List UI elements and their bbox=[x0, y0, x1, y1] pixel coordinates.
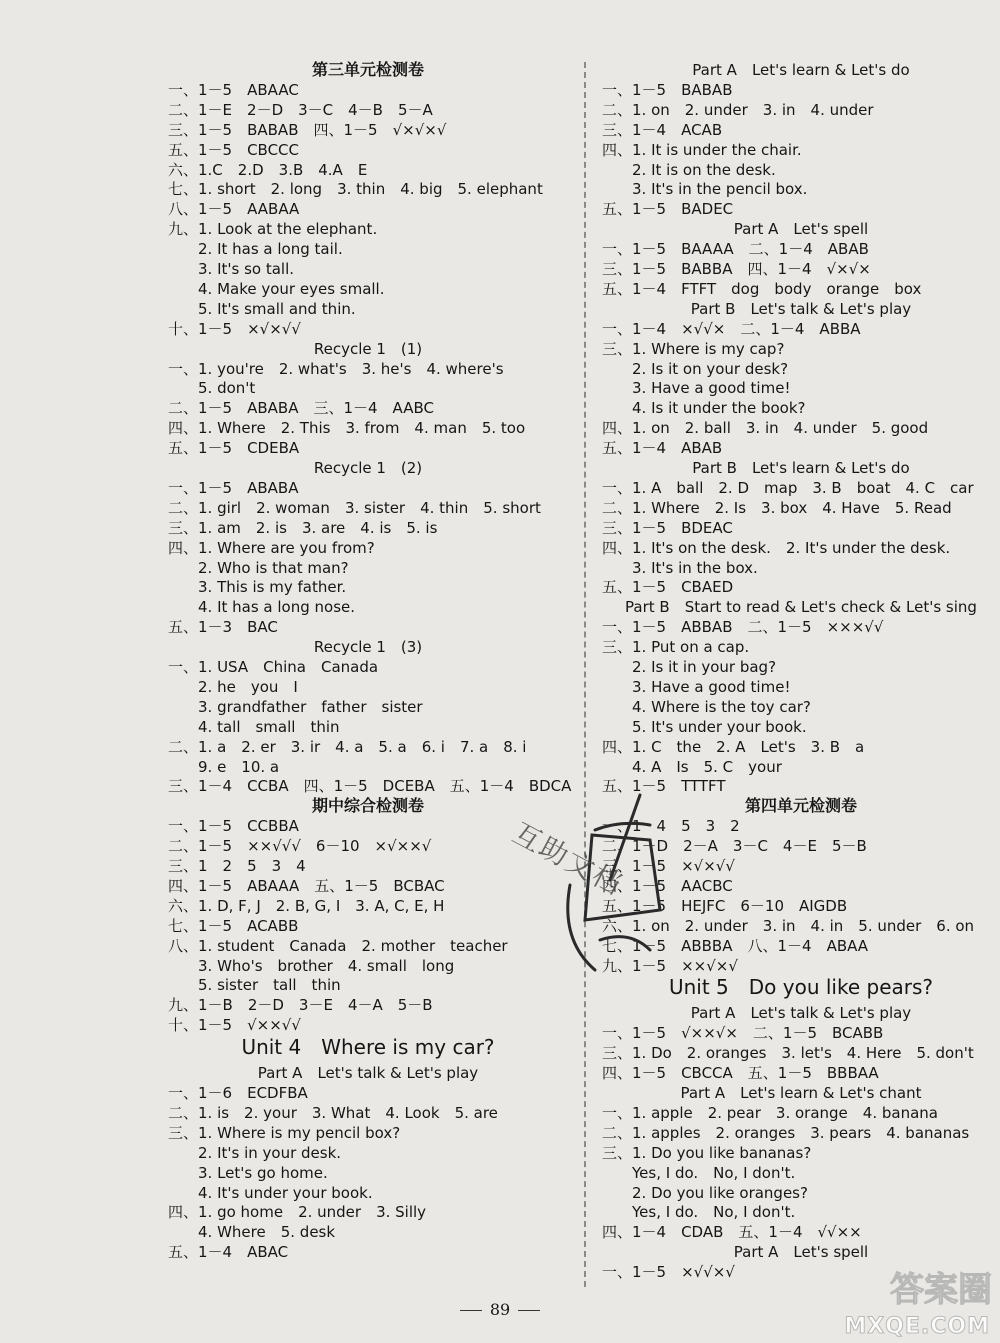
answer-line: 三、1. Put on a cap. bbox=[602, 638, 750, 657]
answer-line: 六、1.C 2.D 3.B 4.A E bbox=[168, 160, 368, 179]
section-heading: Recycle 1 (3) bbox=[313, 638, 423, 657]
answer-line: 2. Do you like oranges? bbox=[602, 1183, 808, 1202]
answer-line: 一、1. apple 2. pear 3. orange 4. banana bbox=[602, 1103, 938, 1122]
answer-line: 5. It's under your book. bbox=[602, 717, 807, 736]
answer-line: 5. sister tall thin bbox=[168, 976, 341, 995]
answer-line: 二、1. a 2. er 3. ir 4. a 5. a 6. i 7. a 8. i bbox=[168, 737, 527, 756]
section-heading: Unit 5 Do you like pears? bbox=[668, 975, 934, 1000]
answer-line: 三、1 2 5 3 4 bbox=[168, 857, 306, 875]
answer-line: 一、1－5 ABABA bbox=[168, 478, 299, 497]
answer-line: 一、1－5 BABAB bbox=[602, 80, 733, 99]
answer-line: 一、1－6 ECDFBA bbox=[168, 1084, 308, 1102]
answer-line: 五、1－4 ABAC bbox=[168, 1243, 289, 1262]
answer-line: 二、1－E 2－D 3－C 4－B 5－A bbox=[168, 100, 433, 119]
section-heading: Part B Let's talk & Let's play bbox=[690, 299, 912, 318]
answer-line: 三、1－5 ×√×√√ bbox=[602, 857, 735, 875]
answer-line: 4. It's under your book. bbox=[168, 1183, 373, 1202]
answer-line: 三、1－5 BABBA 四、1－4 √×√× bbox=[602, 260, 871, 278]
answer-line: 四、1. C the 2. A Let's 3. B a bbox=[602, 737, 865, 756]
answer-line: 三、1. Where is my pencil box? bbox=[168, 1123, 401, 1142]
answer-line: 五、1－3 BAC bbox=[168, 618, 278, 637]
answer-line: 三、1－5 BABAB 四、1－5 √×√×√ bbox=[168, 120, 447, 139]
answer-line: 2. he you I bbox=[168, 677, 298, 696]
answer-line: 4. Is it under the book? bbox=[602, 399, 806, 418]
answer-line: 3. It's in the pencil box. bbox=[602, 180, 808, 199]
section-heading: Part A Let's spell bbox=[733, 1243, 869, 1262]
answer-line: 3. Let's go home. bbox=[168, 1163, 328, 1182]
answer-line: 2. Is it on your desk? bbox=[602, 359, 789, 378]
answer-line: 四、1－5 ABAAA 五、1－5 BCBAC bbox=[168, 876, 445, 895]
answer-line: 二、1－D 2－A 3－C 4－E 5－B bbox=[602, 837, 867, 856]
answer-line: 三、1－4 ACAB bbox=[602, 120, 723, 139]
answer-line: 二、1－5 ××√√√ 6－10 ×√××√ bbox=[168, 837, 432, 856]
answer-line: 三、1－5 BDEAC bbox=[602, 518, 733, 537]
column-divider bbox=[584, 62, 586, 1287]
answer-line: 4. Where is the toy car? bbox=[602, 697, 811, 716]
answer-line: 七、1. short 2. long 3. thin 4. big 5. elephant bbox=[168, 180, 543, 199]
answer-line: 一、1 4 5 3 2 bbox=[602, 817, 740, 836]
answer-line: 三、1. am 2. is 3. are 4. is 5. is bbox=[168, 518, 438, 537]
answer-line: 3. Have a good time! bbox=[602, 677, 791, 696]
answer-line: 四、1－4 CDAB 五、1－4 √√×× bbox=[602, 1223, 862, 1242]
answer-line: 一、1. you're 2. what's 3. he's 4. where's bbox=[168, 359, 504, 378]
answer-line: 一、1－5 ×√√×√ bbox=[602, 1263, 735, 1282]
section-heading: Part A Let's talk & Let's play bbox=[690, 1004, 912, 1023]
answer-line: 九、1. Look at the elephant. bbox=[168, 220, 378, 239]
answer-line: 六、1. on 2. under 3. in 4. in 5. under 6. on bbox=[602, 916, 975, 935]
answer-line: 2. It's in your desk. bbox=[168, 1143, 342, 1162]
answer-line: 五、1－5 TTTFT bbox=[602, 777, 726, 796]
answer-line: 十、1－5 ×√×√√ bbox=[168, 319, 301, 338]
answer-line: 五、1－5 CBAED bbox=[602, 578, 734, 597]
watermark-logo: 答案圈 bbox=[890, 1270, 992, 1310]
watermark-url: MXQE.COM bbox=[844, 1314, 990, 1339]
answer-line: 5. It's small and thin. bbox=[168, 299, 356, 318]
answer-line: 四、1. go home 2. under 3. Silly bbox=[168, 1203, 427, 1222]
section-heading: Unit 4 Where is my car? bbox=[241, 1035, 495, 1060]
answer-line: 4. Where 5. desk bbox=[168, 1223, 336, 1242]
answer-line: 四、1－5 AACBC bbox=[602, 876, 733, 895]
answer-line: 三、1. Do 2. oranges 3. let's 4. Here 5. don't bbox=[602, 1044, 974, 1063]
answer-line: 八、1－5 AABAA bbox=[168, 200, 300, 219]
answer-line: 二、1－5 ABABA 三、1－4 AABC bbox=[168, 399, 434, 418]
page-number: 89 bbox=[0, 1300, 1000, 1319]
answer-line: 3. grandfather father sister bbox=[168, 697, 423, 716]
answer-line: 五、1－4 FTFT dog body orange box bbox=[602, 279, 922, 298]
answer-line: 3. Who's brother 4. small long bbox=[168, 956, 455, 975]
answer-line: 5. don't bbox=[168, 379, 256, 398]
answer-line: 八、1. student Canada 2. mother teacher bbox=[168, 936, 508, 955]
answer-line: 3. It's so tall. bbox=[168, 260, 295, 278]
answer-line: 二、1. Where 2. Is 3. box 4. Have 5. Read bbox=[602, 498, 952, 517]
answer-line: 五、1－5 CDEBA bbox=[168, 439, 300, 458]
answer-line: 一、1－5 BAAAA 二、1－4 ABAB bbox=[602, 240, 869, 259]
section-heading: Part A Let's learn & Let's do bbox=[692, 61, 910, 79]
answer-line: 一、1－4 ×√√× 二、1－4 ABBA bbox=[602, 319, 861, 338]
answer-line: 二、1. on 2. under 3. in 4. under bbox=[602, 100, 874, 119]
answer-line: 2. It is on the desk. bbox=[602, 160, 776, 179]
section-heading: Recycle 1 (1) bbox=[313, 339, 423, 358]
section-heading: Recycle 1 (2) bbox=[313, 459, 423, 477]
answer-line: 三、1. Where is my cap? bbox=[602, 339, 785, 358]
answer-line: 一、1. A ball 2. D map 3. B boat 4. C car bbox=[602, 478, 974, 497]
section-heading: 第三单元检测卷 bbox=[311, 60, 424, 79]
answer-line: Yes, I do. No, I don't. bbox=[602, 1163, 796, 1182]
answer-line: 3. It's in the box. bbox=[602, 558, 758, 577]
section-heading: Part A Let's spell bbox=[733, 220, 869, 239]
answer-line: 六、1. D, F, J 2. B, G, I 3. A, C, E, H bbox=[168, 896, 445, 915]
answer-line: 九、1－5 ××√×√ bbox=[602, 956, 738, 975]
answer-line: 4. A Is 5. C your bbox=[602, 757, 782, 776]
answer-line: 四、1－5 CBCCA 五、1－5 BBBAA bbox=[602, 1064, 879, 1083]
answer-line: 2. Is it in your bag? bbox=[602, 658, 777, 676]
answer-line: 二、1. is 2. your 3. What 4. Look 5. are bbox=[168, 1103, 498, 1122]
answer-line: 2. It has a long tail. bbox=[168, 240, 343, 259]
answer-line: 十、1－5 √××√√ bbox=[168, 1016, 301, 1035]
answer-line: Yes, I do. No, I don't. bbox=[602, 1203, 796, 1222]
answer-line: 一、1－5 CCBBA bbox=[168, 817, 299, 836]
section-heading: Part A Let's talk & Let's play bbox=[257, 1064, 479, 1083]
answer-line: 3. This is my father. bbox=[168, 578, 347, 597]
answer-line: 一、1. USA China Canada bbox=[168, 658, 379, 676]
answer-line: 七、1－5 ABBBA 八、1－4 ABAA bbox=[602, 936, 869, 955]
answer-line: 九、1－B 2－D 3－E 4－A 5－B bbox=[168, 996, 433, 1015]
answer-line: 四、1. on 2. ball 3. in 4. under 5. good bbox=[602, 419, 929, 438]
answer-line: 一、1－5 √××√× 二、1－5 BCABB bbox=[602, 1024, 884, 1043]
section-heading: Part B Start to read & Let's check & Let's sing bbox=[625, 598, 977, 617]
answer-line: 4. It has a long nose. bbox=[168, 598, 356, 617]
answer-line: 3. Have a good time! bbox=[602, 379, 791, 398]
answer-line: 四、1. Where are you from? bbox=[168, 538, 375, 557]
answer-line: 四、1. It is under the chair. bbox=[602, 140, 802, 159]
section-heading: Part B Let's learn & Let's do bbox=[692, 459, 910, 477]
answer-line: 四、1. Where 2. This 3. from 4. man 5. too bbox=[168, 419, 526, 438]
answer-line: 七、1－5 ACABB bbox=[168, 916, 299, 935]
section-heading: 期中综合检测卷 bbox=[311, 796, 424, 816]
answer-line: 4. tall small thin bbox=[168, 717, 340, 736]
answer-line: 四、1. It's on the desk. 2. It's under the desk. bbox=[602, 538, 951, 557]
answer-line: 五、1－5 CBCCC bbox=[168, 140, 300, 159]
answer-line: 二、1. apples 2. oranges 3. pears 4. bananas bbox=[602, 1123, 970, 1142]
answer-line: 9. e 10. a bbox=[168, 757, 280, 776]
section-heading: 第四单元检测卷 bbox=[744, 796, 857, 816]
answer-line: 五、1－5 HEJFC 6－10 AIGDB bbox=[602, 896, 848, 915]
answer-line: 三、1－4 CCBA 四、1－5 DCEBA 五、1－4 BDCA bbox=[168, 777, 572, 796]
answer-line: 五、1－4 ABAB bbox=[602, 439, 723, 458]
stamp-text: 互助文档 bbox=[507, 816, 629, 902]
answer-line: 一、1－5 ABBAB 二、1－5 ×××√√ bbox=[602, 618, 884, 637]
section-heading: Part A Let's learn & Let's chant bbox=[680, 1084, 922, 1102]
answer-line: 4. Make your eyes small. bbox=[168, 279, 385, 298]
answer-line: 二、1. girl 2. woman 3. sister 4. thin 5. short bbox=[168, 498, 541, 517]
answer-line: 一、1－5 ABAAC bbox=[168, 80, 299, 99]
answer-line: 2. Who is that man? bbox=[168, 558, 349, 577]
answer-line: 三、1. Do you like bananas? bbox=[602, 1143, 812, 1162]
answer-line: 五、1－5 BADEC bbox=[602, 200, 734, 219]
